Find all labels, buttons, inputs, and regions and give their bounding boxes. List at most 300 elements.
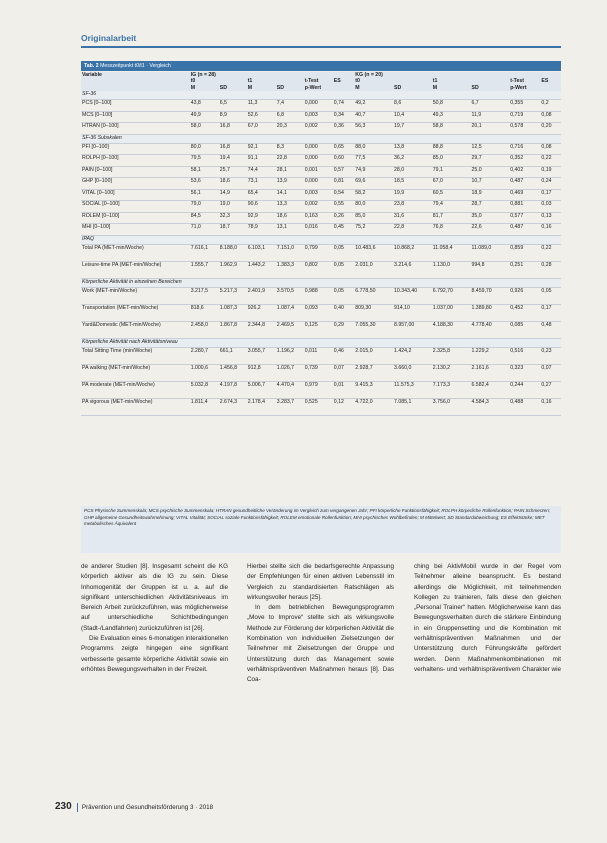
value-cell: 74,4: [247, 166, 276, 178]
text-column-2: [247, 562, 394, 686]
table-row: [81, 100, 561, 112]
table-row: [81, 143, 561, 155]
value-cell: 11,9: [470, 111, 509, 123]
value-cell: 71,0: [190, 224, 219, 236]
value-cell: 0,27: [540, 381, 561, 398]
value-cell: 11,3: [247, 100, 276, 112]
value-cell: 0,469: [509, 189, 540, 201]
table-row: [81, 261, 561, 278]
table-row: [81, 398, 561, 415]
table-row: [81, 155, 561, 167]
value-cell: 6,5: [219, 100, 247, 112]
value-cell: 0,65: [333, 143, 355, 155]
value-cell: 0,000: [304, 100, 333, 112]
value-cell: 28,1: [276, 166, 304, 178]
value-cell: 40,7: [354, 111, 393, 123]
header-cell: t0: [354, 78, 393, 84]
table-row: [81, 111, 561, 123]
value-cell: 0,16: [540, 224, 561, 236]
value-cell: 85,0: [354, 212, 393, 224]
value-cell: 50,8: [432, 100, 471, 112]
journal-name: Prävention und Gesundheitsförderung 3 · 2018: [81, 804, 214, 811]
header-cell: SD: [470, 85, 509, 91]
value-cell: 0,19: [540, 166, 561, 178]
header-cell: t0: [190, 78, 219, 84]
value-cell: 5.217,3: [219, 287, 247, 304]
variable-cell: PA vigorous (MET-min/Woche): [81, 398, 190, 415]
header-cell: M: [432, 85, 471, 91]
header-cell: SD: [219, 85, 247, 91]
table-row: [81, 321, 561, 338]
value-cell: 8.957,00: [393, 321, 432, 338]
value-cell: 1.443,2: [247, 261, 276, 278]
results-table: [81, 72, 561, 416]
value-cell: 0,516: [509, 347, 540, 364]
value-cell: 14,9: [219, 189, 247, 201]
value-cell: 88,0: [354, 143, 393, 155]
footer-divider: [77, 803, 78, 812]
value-cell: 2.928,7: [354, 364, 393, 381]
value-cell: 0,23: [540, 347, 561, 364]
paragraph: In dem betrieblichen Bewegungsprogramm „Move to Improve“ stellte sich als wirkungsvolle Methode zur Förderung der körperlichen Aktivität die Kombination von individuellen Zielsetzungen der Teilnehmer mit Zielsetzungen der Gruppe und Unterstützung durch das Management sowie verhältnispräventiven Maßnahmen heraus [8]. Das Coa-: [247, 604, 394, 684]
value-cell: 3.570,5: [276, 287, 304, 304]
value-cell: 2.130,2: [432, 364, 471, 381]
value-cell: 2.280,7: [190, 347, 219, 364]
body-text: [81, 562, 561, 792]
value-cell: 0,988: [304, 287, 333, 304]
value-cell: 22,8: [276, 155, 304, 167]
paragraph: ching bei AktivMobil wurde in der Regel vom Teilnehmer alleine beansprucht. Es bestand allerdings die Möglichkeit, mit teilnehmenden Kollegen zu trainieren, falls diese den gleichen „Personal Trainer“ hatten. Möglicherweise kann das Bewegungsverhalten durch die stärkere Einbindung in ein Gruppensetting und die Kombination mit verhältnispräventiven Maßnahmen und der Unterstützung durch Führungskräfte gefördert werden. Denn Maßnahmenkombinationen mit verhaltens- und verhältnispräventivem Charakter wie: [414, 563, 561, 673]
header-cell: Variable: [81, 72, 190, 78]
header-cell: IG (n = 28): [190, 72, 219, 78]
value-cell: 661,1: [219, 347, 247, 364]
value-cell: 0,55: [333, 201, 355, 213]
value-cell: 81,7: [432, 212, 471, 224]
header-cell: KG (n = 20): [354, 72, 393, 78]
value-cell: 6.582,4: [470, 381, 509, 398]
value-cell: 6.103,1: [247, 244, 276, 261]
table-section-row: [81, 235, 561, 244]
value-cell: 90,6: [247, 201, 276, 213]
header-cell: M: [354, 85, 393, 91]
table-caption-text: Messzeitpunkt t0/t1 · Vergleich: [100, 63, 171, 69]
variable-cell: MCS [0–100]: [81, 111, 190, 123]
value-cell: 2.015,0: [354, 347, 393, 364]
header-cell: t-Test: [509, 78, 540, 84]
value-cell: 16,8: [219, 123, 247, 135]
value-cell: 25,7: [219, 166, 247, 178]
value-cell: 1.389,80: [470, 304, 509, 321]
value-cell: 49,2: [354, 100, 393, 112]
value-cell: 0,29: [333, 321, 355, 338]
header-cell: p-Wert: [304, 85, 333, 91]
value-cell: 0,20: [540, 123, 561, 135]
table-row: [81, 364, 561, 381]
variable-cell: Total PA (MET-min/Woche): [81, 244, 190, 261]
table-row: [81, 178, 561, 190]
value-cell: 0,22: [540, 244, 561, 261]
value-cell: 31,6: [393, 212, 432, 224]
variable-cell: Work (MET-min/Woche): [81, 287, 190, 304]
value-cell: 5.032,8: [190, 381, 219, 398]
value-cell: 1.962,9: [219, 261, 247, 278]
value-cell: 0,08: [540, 111, 561, 123]
value-cell: 67,0: [247, 123, 276, 135]
value-cell: 2.344,8: [247, 321, 276, 338]
section-label: SF-36: [81, 91, 561, 100]
variable-cell: SOCIAL [0–100]: [81, 201, 190, 213]
value-cell: 29,7: [470, 155, 509, 167]
value-cell: 3.055,7: [247, 347, 276, 364]
value-cell: 0,016: [304, 224, 333, 236]
value-cell: 25,0: [470, 166, 509, 178]
value-cell: 926,2: [247, 304, 276, 321]
value-cell: 994,8: [470, 261, 509, 278]
table-row: [81, 244, 561, 261]
value-cell: 0,402: [509, 166, 540, 178]
variable-cell: ROLEM [0–100]: [81, 212, 190, 224]
value-cell: 84,5: [190, 212, 219, 224]
value-cell: 7.173,3: [432, 381, 471, 398]
table-section-row: [81, 338, 561, 347]
paragraph: Hierbei stellte sich die bedarfsgerechte Anpassung der Empfehlungen für einen aktiven Lebensstil im Vergleich zu standardisierten Ratschlägen als wirkungsvoller heraus [25].: [247, 563, 394, 601]
value-cell: 0,28: [540, 261, 561, 278]
value-cell: 88,8: [432, 143, 471, 155]
value-cell: 0,13: [540, 212, 561, 224]
paragraph: de anderer Studien [8]. Insgesamt scheint die KG körperlich aktiver als die IG zu sein. Diese Inhomogenität der Gruppen ist u. a. auf die signifikant unterschiedlichen Aktivitätsniveaus im Bereich Arbeit zurückzuführen, was möglicherweise auf unterschiedliche Schichtbedingungen (Stadt-/Landfahrten) zurückzuführen ist [26].: [81, 563, 228, 632]
page-footer: [55, 801, 213, 812]
value-cell: 80,0: [354, 201, 393, 213]
value-cell: 0,355: [509, 100, 540, 112]
value-cell: 11.575,3: [393, 381, 432, 398]
header-cell: p-Wert: [509, 85, 540, 91]
value-cell: 7.055,30: [354, 321, 393, 338]
value-cell: 7.616,1: [190, 244, 219, 261]
value-cell: 67,0: [432, 178, 471, 190]
value-cell: 0,011: [304, 347, 333, 364]
value-cell: 0,2: [540, 100, 561, 112]
variable-cell: Yard&Domestic (MET-min/Woche): [81, 321, 190, 338]
value-cell: 1.130,0: [432, 261, 471, 278]
value-cell: 14,1: [276, 189, 304, 201]
value-cell: 0,01: [333, 381, 355, 398]
value-cell: 1.555,7: [190, 261, 219, 278]
header-cell: M: [247, 85, 276, 91]
variable-cell: PA walking (MET-min/Woche): [81, 364, 190, 381]
variable-cell: ROLPH [0–100]: [81, 155, 190, 167]
value-cell: 2.325,8: [432, 347, 471, 364]
table-row: [81, 287, 561, 304]
value-cell: 0,002: [304, 201, 333, 213]
value-cell: 1.087,4: [276, 304, 304, 321]
value-cell: 4.778,40: [470, 321, 509, 338]
variable-cell: PAIN [0–100]: [81, 166, 190, 178]
value-cell: 0,577: [509, 212, 540, 224]
value-cell: 0,001: [304, 166, 333, 178]
value-cell: 1.229,2: [470, 347, 509, 364]
value-cell: 0,05: [333, 287, 355, 304]
value-cell: 16,8: [219, 143, 247, 155]
value-cell: 0,36: [333, 123, 355, 135]
value-cell: 0,05: [540, 287, 561, 304]
value-cell: 92,1: [247, 143, 276, 155]
value-cell: 3.283,7: [276, 398, 304, 415]
table-footnote: PCS Physische Summenskala; MCS psychische Summenskala; HTRAN gesundheitliche Veränderung im Vergleich zum vergangenen Jahr; PFI körperliche Funktionsfähigkeit; ROLPH körperliche Rollenfunktion; PAIN Schmerzen; GHP allgemeine Gesundheitswahrnehmung; VITAL Vitalität; SOCIAL soziale Funktionsfähigkeit; ROLEM emotionale Rollenfunktion; MHI psychisches Wohlbefinden; M Mittelwert; SD Standardabweichung; ES Effektstärke; MET metabolisches Äquivalent: [81, 506, 561, 553]
value-cell: 0,881: [509, 201, 540, 213]
value-cell: 6.792,70: [432, 287, 471, 304]
value-cell: 22,6: [470, 224, 509, 236]
value-cell: 0,002: [304, 123, 333, 135]
value-cell: 3.214,6: [393, 261, 432, 278]
section-label: SF-36 Subskalen: [81, 134, 561, 143]
value-cell: 0,08: [540, 143, 561, 155]
text-column-3: [414, 562, 561, 675]
value-cell: 2.178,4: [247, 398, 276, 415]
value-cell: 74,9: [354, 166, 393, 178]
value-cell: 0,251: [509, 261, 540, 278]
value-cell: 6,8: [276, 111, 304, 123]
value-cell: 13,1: [276, 224, 304, 236]
section-title: Originalarbeit: [81, 33, 137, 43]
value-cell: 85,0: [432, 155, 471, 167]
value-cell: 32,3: [219, 212, 247, 224]
value-cell: 0,085: [509, 321, 540, 338]
value-cell: 8,9: [219, 111, 247, 123]
value-cell: 0,46: [333, 347, 355, 364]
value-cell: 19,9: [393, 189, 432, 201]
variable-cell: PA moderate (MET-min/Woche): [81, 381, 190, 398]
value-cell: 8,3: [276, 143, 304, 155]
header-cell: ES: [333, 78, 355, 84]
value-cell: 18,5: [393, 178, 432, 190]
header-cell: t1: [247, 78, 276, 84]
value-cell: 7.151,0: [276, 244, 304, 261]
table-row: [81, 166, 561, 178]
value-cell: 0,799: [304, 244, 333, 261]
value-cell: 49,3: [432, 111, 471, 123]
value-cell: 0,45: [333, 224, 355, 236]
value-cell: 77,5: [354, 155, 393, 167]
section-label: Körperliche Aktivität nach Aktivitätsniveau: [81, 338, 561, 347]
value-cell: 0,54: [333, 189, 355, 201]
value-cell: 0,452: [509, 304, 540, 321]
value-cell: 0,719: [509, 111, 540, 123]
value-cell: 0,487: [509, 224, 540, 236]
value-cell: 20,1: [470, 123, 509, 135]
header-cell: t-Test: [304, 78, 333, 84]
value-cell: 0,926: [509, 287, 540, 304]
table-section-row: [81, 91, 561, 100]
value-cell: 23,8: [393, 201, 432, 213]
variable-cell: VITAL [0–100]: [81, 189, 190, 201]
value-cell: 4.722,0: [354, 398, 393, 415]
value-cell: 0,487: [509, 178, 540, 190]
value-cell: 13,9: [276, 178, 304, 190]
section-label: Körperliche Aktivität in einzelnen Bereichen: [81, 278, 561, 287]
variable-cell: MHI [0–100]: [81, 224, 190, 236]
value-cell: 818,6: [190, 304, 219, 321]
value-cell: 0,000: [304, 178, 333, 190]
value-cell: 22,8: [393, 224, 432, 236]
value-cell: 6.778,50: [354, 287, 393, 304]
value-cell: 10,4: [393, 111, 432, 123]
table-row: [81, 212, 561, 224]
header-cell: SD: [276, 85, 304, 91]
value-cell: 11.058,4: [432, 244, 471, 261]
header-cell: M: [190, 85, 219, 91]
value-cell: 58,8: [432, 123, 471, 135]
value-cell: 0,40: [333, 304, 355, 321]
variable-cell: Transportation (MET-min/Woche): [81, 304, 190, 321]
variable-cell: Leisure-time PA (MET-min/Woche): [81, 261, 190, 278]
value-cell: 7,4: [276, 100, 304, 112]
value-cell: 58,1: [190, 166, 219, 178]
value-cell: 2.401,9: [247, 287, 276, 304]
value-cell: 76,8: [432, 224, 471, 236]
table-row: [81, 381, 561, 398]
value-cell: 0,24: [540, 178, 561, 190]
value-cell: 52,6: [247, 111, 276, 123]
value-cell: 0,81: [333, 178, 355, 190]
value-cell: 0,163: [304, 212, 333, 224]
value-cell: 18,6: [276, 212, 304, 224]
value-cell: 20,3: [276, 123, 304, 135]
value-cell: 0,16: [540, 398, 561, 415]
value-cell: 79,0: [190, 201, 219, 213]
value-cell: 0,003: [304, 189, 333, 201]
value-cell: 809,30: [354, 304, 393, 321]
value-cell: 80,0: [190, 143, 219, 155]
value-cell: 8.188,0: [219, 244, 247, 261]
page-header: [81, 33, 561, 48]
value-cell: 9.415,3: [354, 381, 393, 398]
table-caption: [81, 61, 561, 71]
value-cell: 0,525: [304, 398, 333, 415]
table-caption-number: Tab. 2: [84, 63, 99, 69]
value-cell: 3.217,5: [190, 287, 219, 304]
paragraph: Die Evaluation eines 6-monatigen interaktionellen Programms zeigte hingegen eine signifikant verbesserte gesamte körperliche Aktivität sowie ein erhöhtes Bewegungsverhalten in der Freizeit.: [81, 635, 228, 673]
value-cell: 0,26: [333, 212, 355, 224]
value-cell: 1.026,7: [276, 364, 304, 381]
value-cell: 8,6: [393, 100, 432, 112]
table-section-row: [81, 278, 561, 287]
value-cell: 0,802: [304, 261, 333, 278]
value-cell: 69,6: [354, 178, 393, 190]
variable-cell: GHP [0–100]: [81, 178, 190, 190]
value-cell: 0,17: [540, 189, 561, 201]
value-cell: 0,57: [333, 166, 355, 178]
value-cell: 19,4: [219, 155, 247, 167]
value-cell: 1.424,2: [393, 347, 432, 364]
variable-cell: PFI [0–100]: [81, 143, 190, 155]
value-cell: 5.006,7: [247, 381, 276, 398]
value-cell: 10.343,40: [393, 287, 432, 304]
value-cell: 2.031,0: [354, 261, 393, 278]
value-cell: 0,05: [333, 261, 355, 278]
value-cell: 1.037,00: [432, 304, 471, 321]
value-cell: 4.470,4: [276, 381, 304, 398]
value-cell: 60,5: [432, 189, 471, 201]
value-cell: 36,2: [393, 155, 432, 167]
value-cell: 0,093: [304, 304, 333, 321]
value-cell: 0,125: [304, 321, 333, 338]
value-cell: 13,3: [276, 201, 304, 213]
value-cell: 2.458,0: [190, 321, 219, 338]
value-cell: 0,22: [540, 155, 561, 167]
value-cell: 8.459,70: [470, 287, 509, 304]
table-row: [81, 347, 561, 364]
value-cell: 79,4: [432, 201, 471, 213]
value-cell: 4.197,8: [219, 381, 247, 398]
value-cell: 0,74: [333, 100, 355, 112]
value-cell: 18,7: [219, 224, 247, 236]
value-cell: 13,8: [393, 143, 432, 155]
section-label: IPAQ: [81, 235, 561, 244]
value-cell: 0,716: [509, 143, 540, 155]
value-cell: 53,6: [190, 178, 219, 190]
table-row: [81, 189, 561, 201]
value-cell: 2.674,3: [219, 398, 247, 415]
value-cell: 0,17: [540, 304, 561, 321]
value-cell: 10.483,6: [354, 244, 393, 261]
value-cell: 914,10: [393, 304, 432, 321]
value-cell: 12,5: [470, 143, 509, 155]
value-cell: 0,859: [509, 244, 540, 261]
value-cell: 28,0: [393, 166, 432, 178]
header-cell: t1: [432, 78, 471, 84]
value-cell: 1.087,3: [219, 304, 247, 321]
value-cell: 2.161,6: [470, 364, 509, 381]
value-cell: 1.867,8: [219, 321, 247, 338]
value-cell: 19,0: [219, 201, 247, 213]
variable-cell: HTRAN [0–100]: [81, 123, 190, 135]
table-row: [81, 224, 561, 236]
value-cell: 56,3: [354, 123, 393, 135]
value-cell: 79,1: [432, 166, 471, 178]
text-column-1: [81, 562, 228, 675]
value-cell: 65,4: [247, 189, 276, 201]
table-row: [81, 304, 561, 321]
value-cell: 0,05: [333, 244, 355, 261]
value-cell: 79,5: [190, 155, 219, 167]
header-rule: [81, 46, 561, 48]
value-cell: 0,60: [333, 155, 355, 167]
value-cell: 58,0: [190, 123, 219, 135]
value-cell: 6,7: [470, 100, 509, 112]
value-cell: 3.660,0: [393, 364, 432, 381]
value-cell: 91,1: [247, 155, 276, 167]
value-cell: 1.196,2: [276, 347, 304, 364]
value-cell: 1.811,4: [190, 398, 219, 415]
value-cell: 4.584,3: [470, 398, 509, 415]
value-cell: 18,6: [219, 178, 247, 190]
value-cell: 4.188,30: [432, 321, 471, 338]
value-cell: 0,352: [509, 155, 540, 167]
value-cell: 912,8: [247, 364, 276, 381]
variable-cell: Total Sitting Time (min/Woche): [81, 347, 190, 364]
value-cell: 0,000: [304, 155, 333, 167]
value-cell: 0,003: [304, 111, 333, 123]
value-cell: 73,1: [247, 178, 276, 190]
value-cell: 1.000,6: [190, 364, 219, 381]
value-cell: 7.085,1: [393, 398, 432, 415]
value-cell: 0,34: [333, 111, 355, 123]
header-cell: ES: [540, 78, 561, 84]
variable-cell: PCS [0–100]: [81, 100, 190, 112]
value-cell: 92,9: [247, 212, 276, 224]
table-section-row: [81, 134, 561, 143]
value-cell: 0,000: [304, 143, 333, 155]
